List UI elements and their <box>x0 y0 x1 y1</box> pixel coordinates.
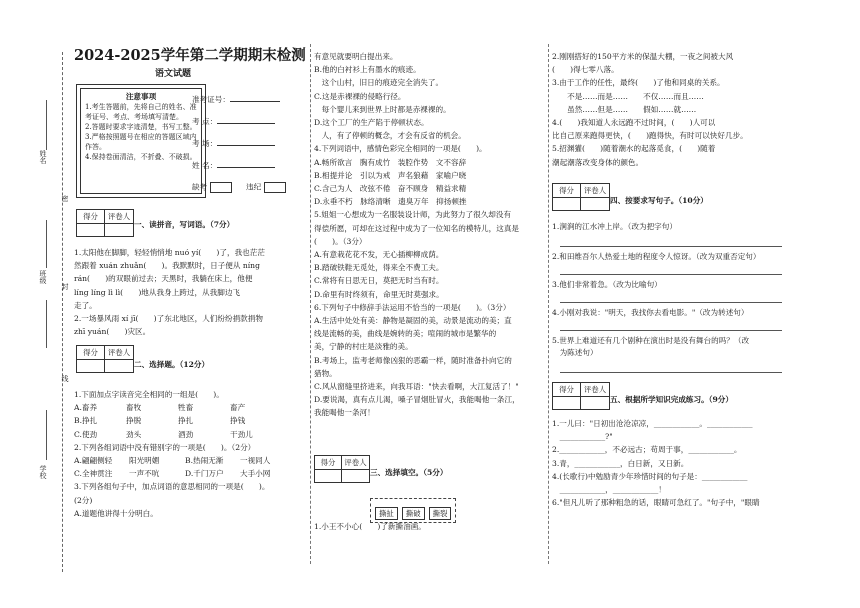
question-line: 猎物。 <box>314 368 337 378</box>
question-line: 3.由于工作的任性，最终( )了他和同桌的关系。 <box>552 78 725 88</box>
section-1-title: 一、读拼音，写词语。（7分） <box>134 220 235 229</box>
choice-word: 撕扯 <box>375 507 398 520</box>
question-line: C.风从窗缝里挤进来，向我耳语："快去看啊，大江复活了！" <box>314 382 519 392</box>
col1-mc <box>74 388 306 520</box>
question-line: 不是……而是…… 不仅……而且…… <box>552 91 704 101</box>
score-label: 得分 <box>77 210 105 224</box>
notice-item: 1.考生答题前，先将自己的姓名、准考证号、考点、考场填写清楚。 <box>85 103 197 121</box>
col1-q <box>74 246 306 338</box>
question-line: 我能喝他一条河！ <box>314 408 375 418</box>
violation-label: 违纪 <box>246 182 262 192</box>
question-line: rán( )的双眼前过去；天黑时，我躺在床上，他便 <box>74 274 253 284</box>
question-line: D.要说渴，真有点儿渴，嗓子冒烟肚冒火，我能喝他一条江， <box>314 395 520 405</box>
question-line: A.生活中处处有美：静物是凝固的美，动景是流动的美；直 <box>314 316 512 326</box>
score-box <box>76 345 134 373</box>
notice-box <box>76 84 206 198</box>
question-line: A.有意栽花花不发，无心插柳柳成荫。 <box>314 250 444 260</box>
question-line: 3.下列各组句子中，加点词语的意思相同的一项是( )。 <box>74 482 270 492</box>
score-box <box>552 382 610 410</box>
question-line: 4.下列词语中，感情色彩完全相同的一项是( )。 <box>314 144 487 154</box>
margin-label-feng: 封 <box>61 283 69 290</box>
question-line: 虽然……但是…… 假如……就…… <box>552 104 697 114</box>
rewrite-q1: 1.涧涧的江水冲上岸。（改为把字句） <box>552 222 677 231</box>
rewrite-q2: 2.和田维吾尔人热爱土地的程度令人惊讶。（改为双重否定句） <box>552 252 761 261</box>
section-5-title: 五、根据所学知识完成练习。（9分） <box>610 395 733 404</box>
question-line: 2.一场暴风雨 xí jī( )了东北地区，人们纷纷捐款捐物 <box>74 314 263 324</box>
violation-box[interactable] <box>246 182 286 193</box>
margin-label-class: 班级 <box>39 270 47 284</box>
rewrite-q4: 4.小刚对我说："明天，我找你去看电影。"（改为转述句） <box>552 308 749 317</box>
score-label: 得分 <box>553 383 581 397</box>
question-line: 6.下列句子中修辞手法运用不恰当的一项是( )。（3分） <box>314 302 511 312</box>
margin-label-school: 学校 <box>39 465 47 479</box>
question-line: zhī yuán( )灾区。 <box>74 327 151 337</box>
question-line: 1.一儿曰："日初出沧沧凉凉，____________。____________ <box>552 419 753 428</box>
question-line: B.相提并论 引以为戒 声名狼藉 家喻户晓 <box>314 170 467 180</box>
col3-top <box>552 50 792 169</box>
grader-label: 评卷人 <box>342 456 369 470</box>
field-name[interactable] <box>192 161 275 172</box>
question-line: A.畅所欲言 胸有成竹 装腔作势 文不容辞 <box>314 157 467 167</box>
question-line: D.永垂不朽 脉络清晰 遗臭万年 抑扬顿挫 <box>314 197 467 207</box>
score-label: 得分 <box>77 346 105 360</box>
question-line: C.常将有日思无日，莫把无时当有时。 <box>314 276 444 286</box>
margin-label-mi: 密 <box>61 195 69 202</box>
question-line: 4.( )我知道人永远跑不过时间，( )人可以 <box>552 118 716 128</box>
question-line: 6."但凡儿听了那种粗急的话，眼睛可急红了。"句子中，"眼睛 <box>552 498 760 508</box>
question-line: D.这个工厂的生产陷于停顿状态。 <box>314 118 429 128</box>
field-site[interactable] <box>192 117 275 128</box>
rewrite-q5: 5.世界上难道还有几个剧种在演出时是没有舞台的吗？（改 <box>552 336 750 345</box>
option-line: A.道题他讲得十分明白。 <box>74 508 158 518</box>
score-box <box>314 455 370 483</box>
field-label: 考 场： <box>192 139 218 148</box>
question-line: 潮起潮落改变身体的颜色。 <box>552 157 644 167</box>
score-label: 得分 <box>553 184 581 198</box>
question-line: 2.下列各组词语中没有错别字的一项是( )。（2分） <box>74 442 256 452</box>
absent-box[interactable] <box>192 182 232 193</box>
grader-label: 评卷人 <box>581 383 609 397</box>
question-line: 走了。 <box>74 300 97 310</box>
score-box <box>552 183 610 211</box>
question-line: 线是流畅的美，曲线是婉转的美；喧闹的城市是繁华的 <box>314 329 497 339</box>
margin-label-name: 姓名 <box>39 150 47 164</box>
exam-title: 2024-2025学年第二学期期末检测 <box>74 47 306 64</box>
question-line: 4.(长歌行)中勉励青少年珍惜时间的句子是：____________ <box>552 471 748 481</box>
rewrite-q5b: 为陈述句） <box>552 348 598 357</box>
section-3-title: 三、选择填空。（5分） <box>370 468 448 477</box>
notice-item: 3.严格按照题号在相应的答题区域内作答。 <box>85 133 197 151</box>
question-line: 3.青，____________，白日新，又日新。 <box>552 458 689 468</box>
question-line: 这个山村，旧日的痕迹完全消失了。 <box>314 78 444 88</box>
question-line: 美，宁静的村庄是淡雅的美。 <box>314 342 413 352</box>
section-2-title: 二、选择题。（12分） <box>134 360 210 369</box>
exam-subtitle: 语文试题 <box>155 69 192 79</box>
absent-label: 缺考 <box>192 182 208 192</box>
score-box <box>76 209 134 237</box>
fill-question: 1.小王不小心( )了新撕油画。 <box>314 522 426 531</box>
grader-label: 评卷人 <box>105 346 133 360</box>
question-line: C.含己为人 改弦不倦 奋不顾身 精益求精 <box>314 184 467 194</box>
notice-item: 4.保持卷面清洁，不折叠、不破损。 <box>85 153 197 161</box>
question-line: B.踏破铁鞋无觅处，得来全不费工夫。 <box>314 263 444 273</box>
question-line: 1.太阳他在脚脚，轻轻悄悄地 nuó yí( )了，我也茫茫 <box>74 248 265 257</box>
field-label: 姓 名： <box>192 161 218 170</box>
score-label: 得分 <box>315 456 342 470</box>
field-label: 考 点： <box>192 117 218 126</box>
question-line: ( )。（3分） <box>314 236 367 246</box>
field-exam-id[interactable] <box>192 95 280 106</box>
field-room[interactable] <box>192 139 275 150</box>
question-line: 人，有了停顿的概念，才会有反省的机会。 <box>314 131 466 141</box>
question-line: 然跟着 xuán zhuǎn( )。我默默时，日子便从 níng <box>74 261 260 271</box>
column-divider <box>310 44 311 564</box>
question-line: ____________，____________！ <box>552 485 666 495</box>
choice-word: 撕裂 <box>429 507 452 520</box>
option-line: C.使劲 劲头 酒劲 干劲儿 <box>74 429 253 439</box>
rewrite-q3: 3.他们非常着急。（改为比喻句） <box>552 280 662 289</box>
question-line: 5.姐姐一心想成为一名服装设计师，为此努力了很久却没有 <box>314 210 512 220</box>
binding-line <box>62 52 63 572</box>
choice-word: 撕破 <box>402 507 425 520</box>
margin-label-xian: 线 <box>61 375 69 382</box>
section-4-title: 四、按要求写句子。（10分） <box>610 196 708 205</box>
question-line: B.考场上，监考老师像凶狠的恶霸一样，随时准备扑向它的 <box>314 355 512 365</box>
question-line: D.命里有时终须有，命里无时莫强求。 <box>314 289 444 299</box>
column-divider <box>548 44 549 564</box>
question-line: 得偿所愿，可却在这过程中成为了一位知名的模特儿，这真是 <box>314 223 520 233</box>
question-line: (2分) <box>74 495 93 505</box>
question-line: 每个婴儿来到世界上时都是赤裸裸的。 <box>314 104 451 114</box>
grader-label: 评卷人 <box>105 210 133 224</box>
question-line: 2.____________，不必远古；苟周于事，____________。 <box>552 445 742 455</box>
question-line: C.这是赤裸裸的侵略行径。 <box>314 91 406 101</box>
question-line: 1.下面加点字读音完全相同的一组是( )。 <box>74 390 224 399</box>
col2 <box>314 50 546 420</box>
option-line: A.畜养 畜牧 牲畜 畜产 <box>74 403 246 413</box>
notice-item: 2.答题时要求字迹清楚，书写工整。 <box>85 123 197 131</box>
question-line: 2.刚刚搭好的150平方米的保温大棚，一夜之间被大风 <box>552 52 734 61</box>
question-line: B.他的白衬衫上有墨水的痕迹。 <box>314 65 421 75</box>
col3-recite <box>552 417 792 509</box>
grader-label: 评卷人 <box>581 184 609 198</box>
question-line: 有意见就要明白提出来。 <box>314 52 398 61</box>
notice-heading: 注意事项 <box>125 92 157 101</box>
question-line: ( )得七零八落。 <box>552 65 619 75</box>
option-line: A.翩翩侧轻 阳光明媚 B.热闹无渐 一视同人 <box>74 456 271 466</box>
question-line: 5.招渊獾( )随着潮水的起落觅食，( )随着 <box>552 144 716 154</box>
question-line: ____________?" <box>552 432 613 442</box>
option-line: C.全神贯注 一声不吭 D.千门万户 大手小网 <box>74 469 271 479</box>
question-line: 比自己原来跑得更快，( )跑得快，有时可以快好几步。 <box>552 131 748 141</box>
question-line: líng líng lì lì( )地从我身上跨过，从我脚边飞 <box>74 287 241 297</box>
option-line: B.挣扎 挣脱 挣扎 挣钱 <box>74 416 246 426</box>
word-choices <box>370 498 456 523</box>
field-label: 准考证号： <box>192 95 230 104</box>
